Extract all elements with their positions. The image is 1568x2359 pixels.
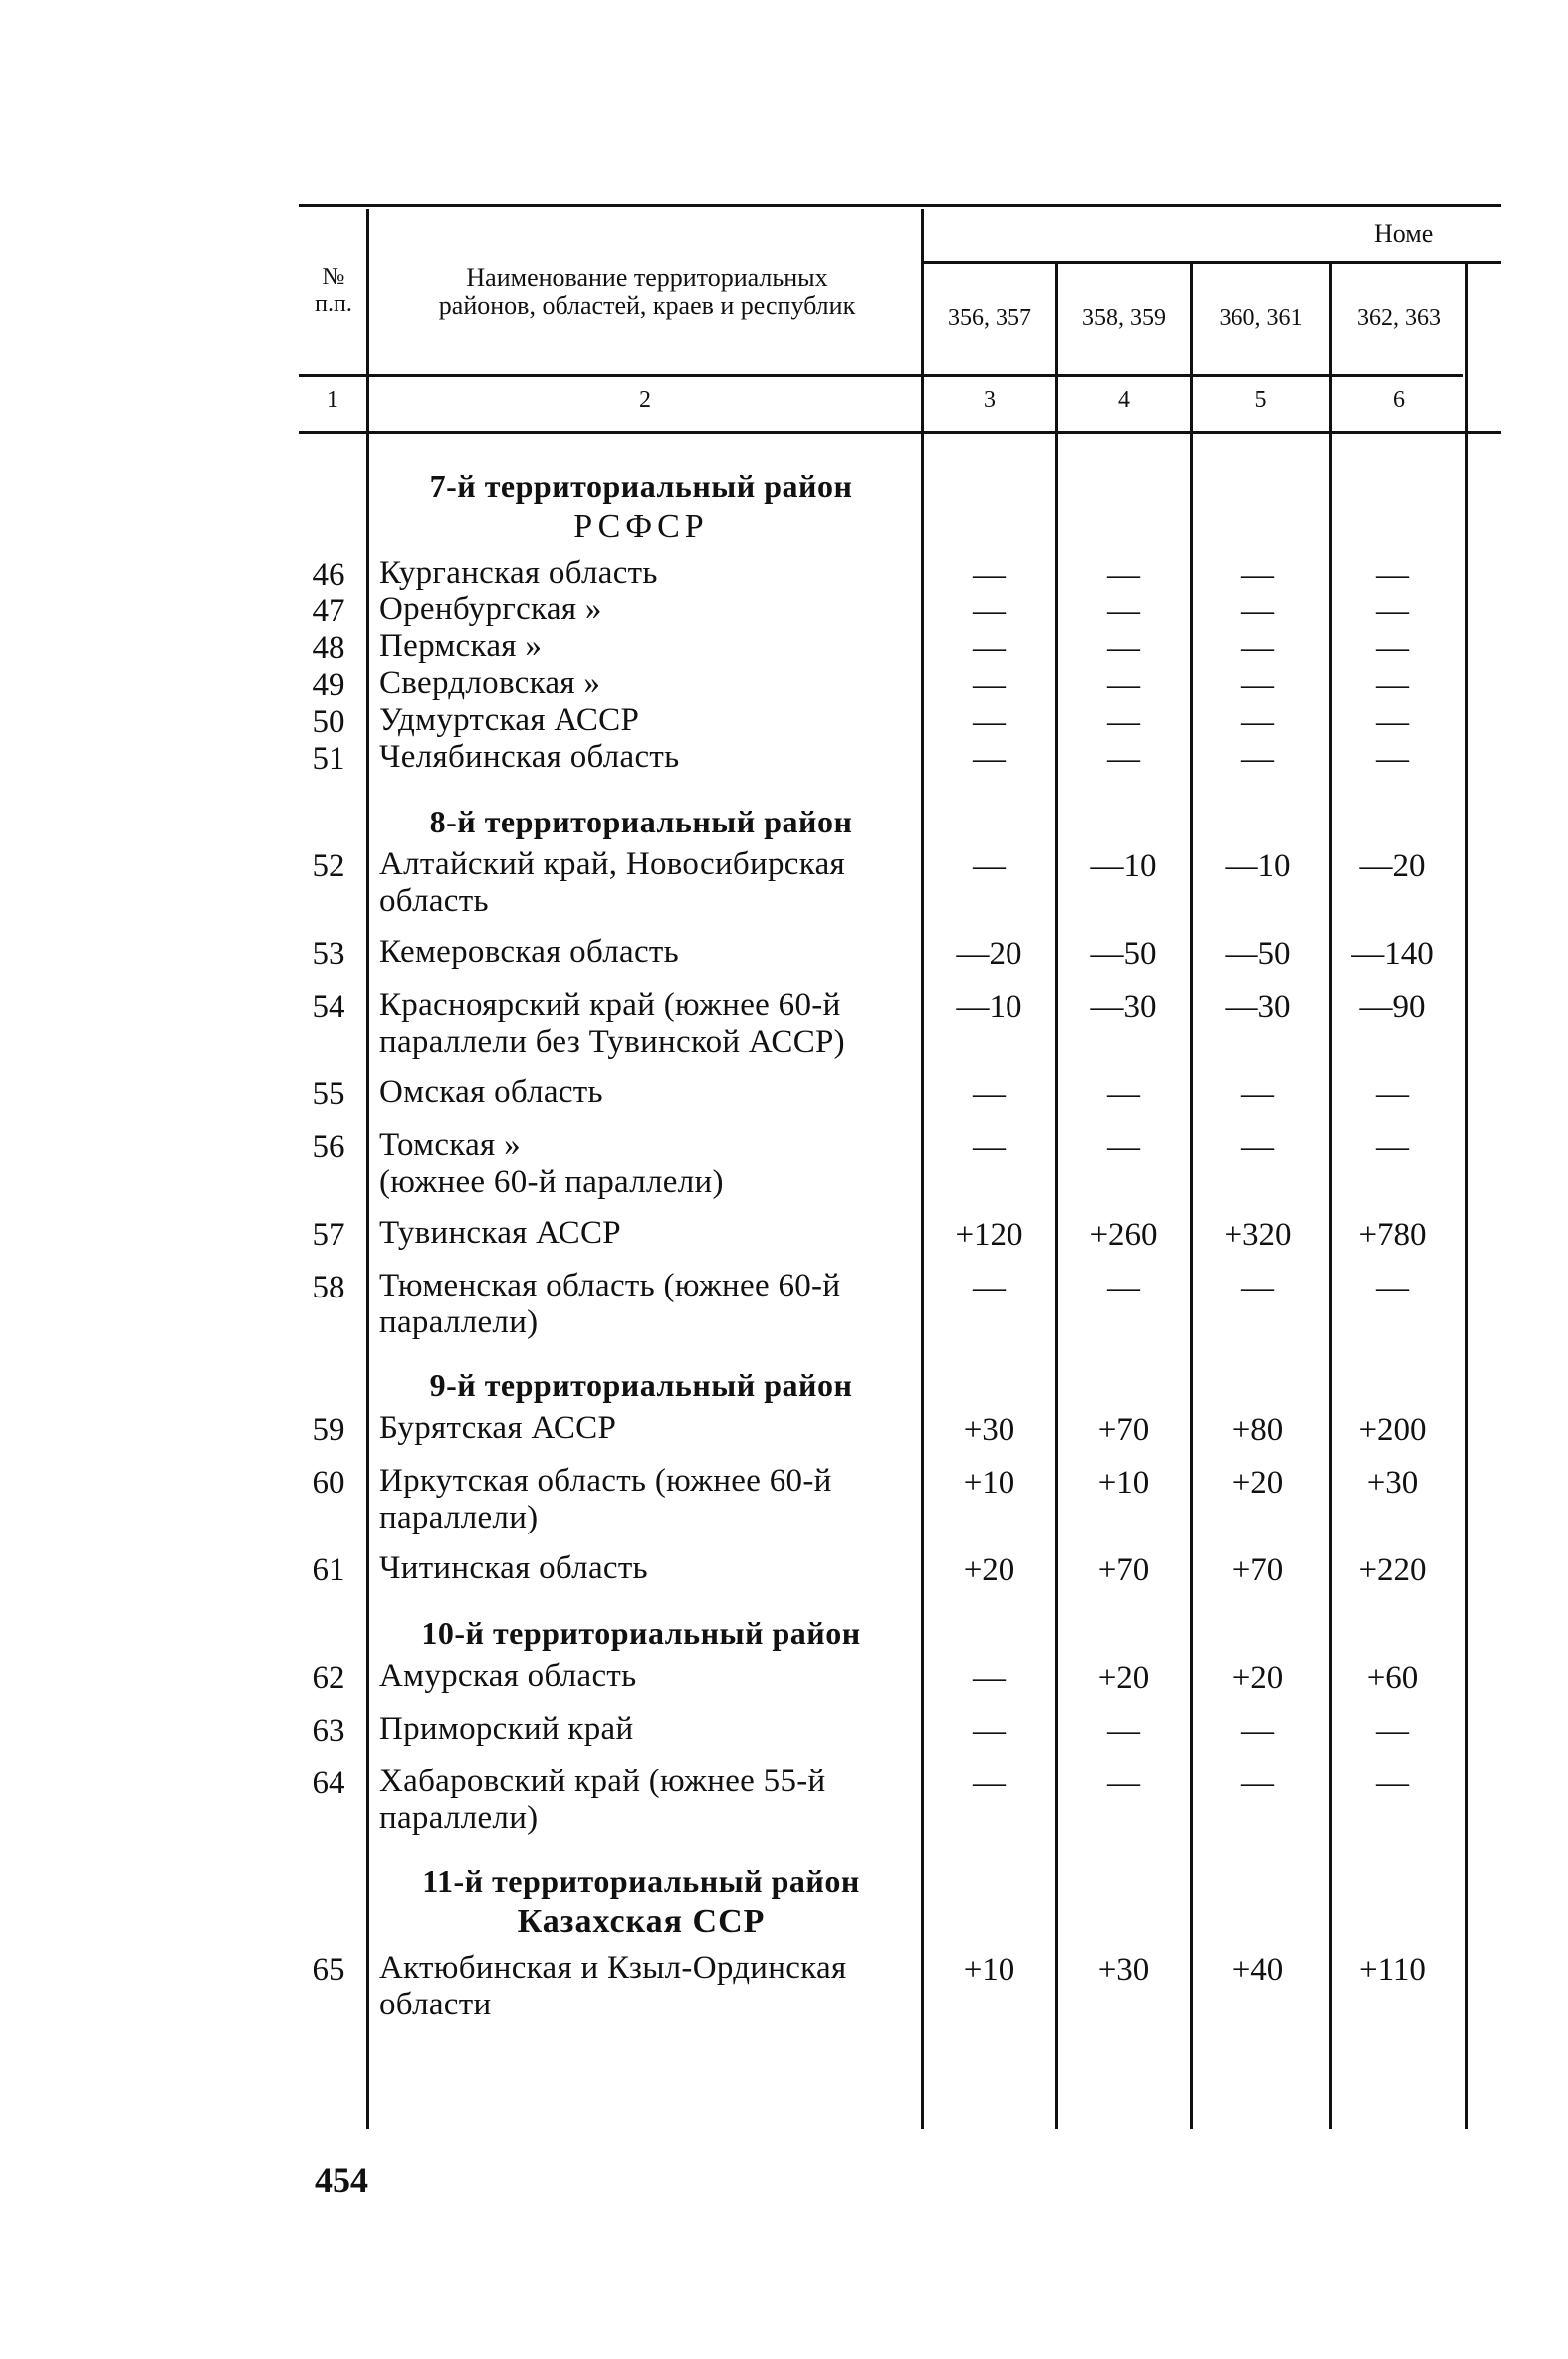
table-row [295,846,1499,920]
value-col-6: — [1376,1076,1409,1112]
value-col-3: — [973,557,1006,592]
row-number: 47 [312,593,345,629]
value-col-3: — [973,741,1006,777]
value-col-3: — [973,1076,1006,1112]
table-row [295,665,1499,704]
value-col-3: — [973,667,1006,703]
value-col-3: —10 [956,989,1022,1025]
value-col-5: — [1241,1076,1274,1112]
table-row [295,987,1499,1061]
subsection-heading: РСФСР [573,508,709,545]
value-col-5: +20 [1232,1660,1284,1696]
value-col-5: — [1241,741,1274,777]
value-col-6: — [1376,704,1409,740]
value-col-4: — [1107,1129,1140,1165]
value-col-5: +20 [1232,1465,1284,1501]
value-col-4: — [1107,741,1140,777]
value-col-3: — [973,630,1006,666]
value-col-6: — [1376,667,1409,703]
value-col-5: — [1241,1129,1274,1165]
index-bottom-rule [299,431,1501,434]
value-col-3: — [973,1660,1006,1696]
region-name: Амурская область [379,1658,637,1694]
section-heading-row [295,1863,1499,1900]
region-name: Челябинская область [379,739,680,775]
header-index-2: 2 [639,387,651,413]
section-heading-row [295,804,1499,840]
value-col-6: — [1376,630,1409,666]
row-number: 58 [312,1270,345,1305]
value-col-3: — [973,848,1006,884]
value-col-4: — [1107,1076,1140,1112]
region-name: Тувинская АССР [379,1215,621,1251]
value-col-6: —140 [1351,936,1434,972]
row-number: 63 [312,1713,345,1749]
value-col-4: —50 [1090,936,1157,972]
row-number: 62 [312,1660,345,1696]
header-sub-col-3: 356, 357 [948,305,1031,331]
value-col-5: +320 [1224,1217,1292,1253]
value-col-5: — [1241,704,1274,740]
value-col-4: — [1107,593,1140,629]
table-row [295,1074,1499,1113]
table-row [295,1764,1499,1837]
header-bottom-rule [299,374,1463,377]
table-row [295,1268,1499,1341]
subsection-heading: Казахская ССР [517,1903,766,1940]
header-group: Номе [1374,219,1434,248]
row-number: 55 [312,1076,345,1112]
value-col-5: — [1241,593,1274,629]
section-heading: 9-й территориальный район [429,1367,853,1403]
region-name: Хабаровский край (южнее 55-й параллели) [379,1764,826,1836]
value-col-4: — [1107,704,1140,740]
value-col-5: — [1241,557,1274,592]
section-heading: 11-й территориальный район [422,1863,860,1899]
header-index-6: 6 [1393,387,1405,413]
row-number: 56 [312,1129,345,1165]
table-row [295,1127,1499,1201]
value-col-5: +80 [1232,1412,1284,1448]
value-col-3: +10 [963,1952,1015,1988]
value-col-6: — [1376,593,1409,629]
table-row [295,628,1499,667]
value-col-4: — [1107,1766,1140,1801]
value-col-6: — [1376,1713,1409,1749]
row-number: 64 [312,1766,345,1801]
value-col-3: — [973,593,1006,629]
region-name: Красноярский край (южнее 60-й параллели без Тувинской АССР) [379,987,845,1060]
value-col-6: +30 [1366,1465,1419,1501]
value-col-4: —10 [1090,848,1157,884]
section-heading-row [295,1367,1499,1404]
value-col-6: +110 [1359,1952,1426,1988]
table-row [295,1410,1499,1449]
value-col-3: — [973,1270,1006,1305]
row-number: 60 [312,1465,345,1501]
value-col-6: +200 [1358,1412,1427,1448]
region-name: Оренбургская » [379,591,602,627]
value-col-3: +30 [963,1412,1015,1448]
region-name: Иркутская область (южнее 60-й параллели) [379,1463,832,1535]
region-name: Кемеровская область [379,934,679,970]
table-row [295,1950,1499,2023]
table-row [295,1711,1499,1750]
table-row [295,1550,1499,1589]
value-col-3: —20 [956,936,1022,972]
region-name: Томская » (южнее 60-й параллели) [379,1127,724,1200]
header-index-5: 5 [1254,387,1267,413]
table-row [295,555,1499,593]
value-col-4: +20 [1097,1660,1150,1696]
value-col-4: +260 [1089,1217,1158,1253]
value-col-4: — [1107,630,1140,666]
row-number: 50 [312,704,345,740]
value-col-4: +70 [1097,1552,1150,1588]
region-name: Пермская » [379,628,543,664]
value-col-6: —90 [1359,989,1426,1025]
value-col-3: — [973,1713,1006,1749]
header-sub-col-6: 362, 363 [1357,305,1441,331]
value-col-4: +30 [1097,1952,1150,1988]
row-number: 53 [312,936,345,972]
subsection-heading-row [295,505,1499,549]
section-heading: 7-й территориальный район [429,468,853,504]
region-name: Омская область [379,1074,603,1110]
row-number: 51 [312,741,345,777]
region-name: Свердловская » [379,665,601,701]
value-col-6: — [1376,741,1409,777]
header-name: Наименование территориальных районов, областей, краев и республик [438,263,856,320]
region-name: Алтайский край, Новосибирская область [379,846,845,919]
subsection-heading-row [295,1900,1499,1944]
row-number: 52 [312,848,345,884]
table-row [295,934,1499,973]
table-row [295,739,1499,778]
value-col-5: — [1241,1270,1274,1305]
value-col-6: — [1376,1766,1409,1801]
header-index-1: 1 [327,387,338,413]
row-number: 49 [312,667,345,703]
row-number: 59 [312,1412,345,1448]
value-col-3: +10 [963,1465,1015,1501]
value-col-4: — [1107,1270,1140,1305]
value-col-5: —10 [1225,848,1291,884]
row-number: 46 [312,557,345,592]
region-name: Удмуртская АССР [379,702,640,738]
row-number: 48 [312,630,345,666]
row-number: 57 [312,1217,345,1253]
table-row [295,1463,1499,1536]
region-name: Читинская область [379,1550,648,1586]
header-sub-col-4: 358, 359 [1082,305,1166,331]
region-name: Тюменская область (южнее 60-й параллели) [379,1268,841,1340]
value-col-5: — [1241,1766,1274,1801]
value-col-3: — [973,704,1006,740]
table-row [295,1215,1499,1254]
table-top-rule [299,204,1501,207]
row-number: 65 [312,1952,345,1988]
value-col-5: +40 [1232,1952,1284,1988]
value-col-4: — [1107,667,1140,703]
table-row [295,591,1499,630]
value-col-6: — [1376,1270,1409,1305]
group-header-rule [921,261,1501,264]
value-col-5: — [1241,630,1274,666]
value-col-5: —30 [1225,989,1291,1025]
region-name: Актюбинская и Кзыл-Ординская области [379,1950,847,2022]
table-row [295,702,1499,741]
table-body [295,468,1499,2133]
value-col-6: — [1376,557,1409,592]
value-col-6: —20 [1359,848,1426,884]
region-name: Бурятская АССР [379,1410,617,1446]
value-col-5: — [1241,1713,1274,1749]
value-col-6: +780 [1358,1217,1427,1253]
page-number: 454 [315,2160,368,2200]
value-col-4: —30 [1090,989,1157,1025]
value-col-3: +20 [963,1552,1015,1588]
value-col-4: — [1107,1713,1140,1749]
value-col-4: +70 [1097,1412,1150,1448]
value-col-6: +60 [1366,1660,1419,1696]
region-name: Курганская область [379,555,658,590]
value-col-3: — [973,1766,1006,1801]
header-number: № п.п. [315,264,352,317]
header-sub-col-5: 360, 361 [1219,305,1303,331]
section-heading: 10-й территориальный район [421,1615,861,1651]
value-col-3: +120 [955,1217,1023,1253]
value-col-4: — [1107,557,1140,592]
header-index-4: 4 [1118,387,1130,413]
row-number: 54 [312,989,345,1025]
table-row [295,1658,1499,1697]
row-number: 61 [312,1552,345,1588]
section-heading: 8-й территориальный район [429,804,853,839]
value-col-5: —50 [1225,936,1291,972]
value-col-6: — [1376,1129,1409,1165]
value-col-3: — [973,1129,1006,1165]
value-col-6: +220 [1358,1552,1427,1588]
value-col-4: +10 [1097,1465,1150,1501]
value-col-5: +70 [1232,1552,1284,1588]
header-index-3: 3 [984,387,996,413]
value-col-5: — [1241,667,1274,703]
section-heading-row [295,468,1499,505]
region-name: Приморский край [379,1711,634,1747]
section-heading-row [295,1615,1499,1652]
